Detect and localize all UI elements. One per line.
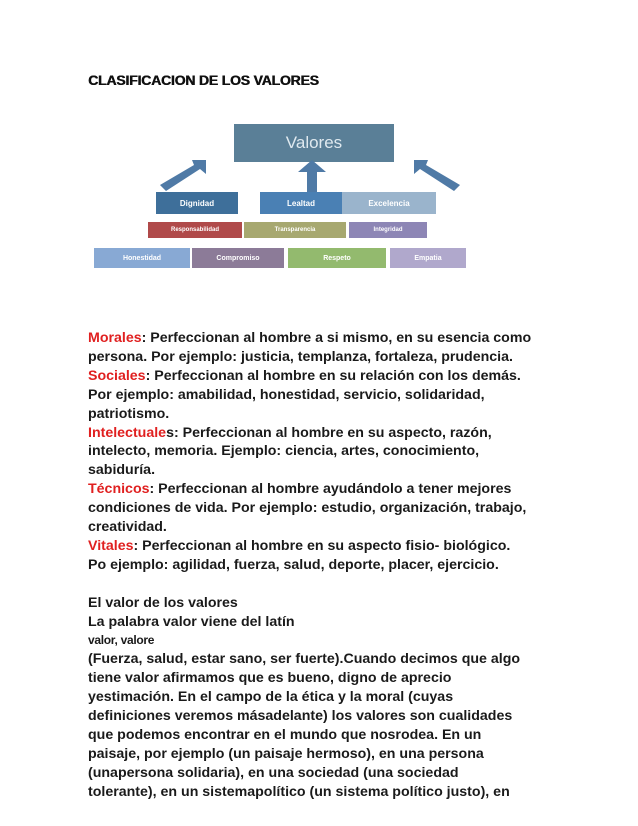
valor-line-5: yestimación. En el campo de la ética y la moral (cuyas [88,689,454,706]
valor-line-4: tiene valor afirmamos que es bueno, digno de aprecio [88,670,452,687]
valor-line-2: valor, valore [88,633,155,648]
vitales-label: Vitales [88,537,134,554]
tecnicos-line-2: condiciones de vida. Por ejemplo: estudio, organización, trabajo, [88,500,527,517]
morales-text: : Perfeccionan al hombre a si mismo, en su esencia como [141,330,532,346]
intelectuales-line-1 [88,424,558,443]
diagram-box-compromiso: Compromiso [192,248,284,268]
vitales-line-2: Po ejemplo: agilidad, fuerza, salud, deporte, placer, ejercicio. [88,556,499,573]
document-title: CLASIFICACION DE LOS VALORES [88,72,319,88]
valor-line-7: que podemos encontrar en el mundo que nosrodea. En un [88,727,482,744]
morales-line-1 [88,329,558,348]
valor-line-10: tolerante), en un sistemapolítico (un sistema político justo), en [88,783,510,800]
intelectuales-line-2: intelecto, memoria. Ejemplo: ciencia, artes, conocimiento, [88,443,480,460]
diagram-root-valores: Valores [234,124,394,162]
valor-line-9: (unapersona solidaria), en una sociedad (una sociedad [88,764,459,781]
vitales-line-1 [88,537,558,556]
tecnicos-label: Técnicos [88,481,150,498]
intelectuales-line-3: sabiduría. [88,462,156,479]
sociales-line-1 [88,367,558,386]
valor-line-1: La palabra valor viene del latín [88,613,295,630]
sociales-text: : Perfeccionan al hombre en su relación con los demás. [145,367,521,384]
valor-line-6: definiciones veremos másadelante) los valores son cualidades [88,708,513,725]
tecnicos-line-3: creatividad. [88,519,167,536]
valor-heading: El valor de los valores [88,594,238,611]
valor-line-3: (Fuerza, salud, estar sano, ser fuerte).Cuando decimos que algo [88,651,521,668]
diagram-box-empatia: Empatia [390,248,466,268]
morales-label: Morales [88,330,142,346]
arrow-right-icon [412,158,472,192]
diagram-box-honestidad: Honestidad [94,248,190,268]
tecnicos-line-1 [88,480,558,499]
tecnicos-text: : Perfeccionan al hombre ayudándolo a tener mejores [149,481,512,498]
diagram-box-lealtad: Lealtad [260,192,342,214]
valor-line-8: paisaje, por ejemplo (un paisaje hermoso), en una persona [88,745,484,762]
intelectuales-text: s: Perfeccionan al hombre en su aspecto, razón, [166,424,492,441]
arrow-left-icon [148,158,208,192]
diagram-box-transparencia: Transparencia [244,222,346,238]
diagram-box-respeto: Respeto [288,248,386,268]
paragraph-gap [88,575,558,594]
diagram-box-dignidad: Dignidad [156,192,238,214]
diagram-box-excelencia: Excelencia [342,192,436,214]
diagram-box-integridad: Integridad [349,222,427,238]
values-diagram [92,120,552,280]
sociales-label: Sociales [88,367,146,384]
morales-line-2: persona. Por ejemplo: justicia, templanza, fortaleza, prudencia. [88,348,513,365]
sociales-line-2: Por ejemplo: amabilidad, honestidad, servicio, solidaridad, [88,386,485,403]
vitales-text: : Perfeccionan al hombre en su aspecto fisio- biológico. [133,537,511,554]
sociales-line-3: patriotismo. [88,405,170,422]
body-text [88,329,558,802]
arrow-center-icon [297,160,327,192]
intelectuales-label: Intelectuale [88,424,167,441]
diagram-box-responsabilidad: Responsabilidad [148,222,242,238]
